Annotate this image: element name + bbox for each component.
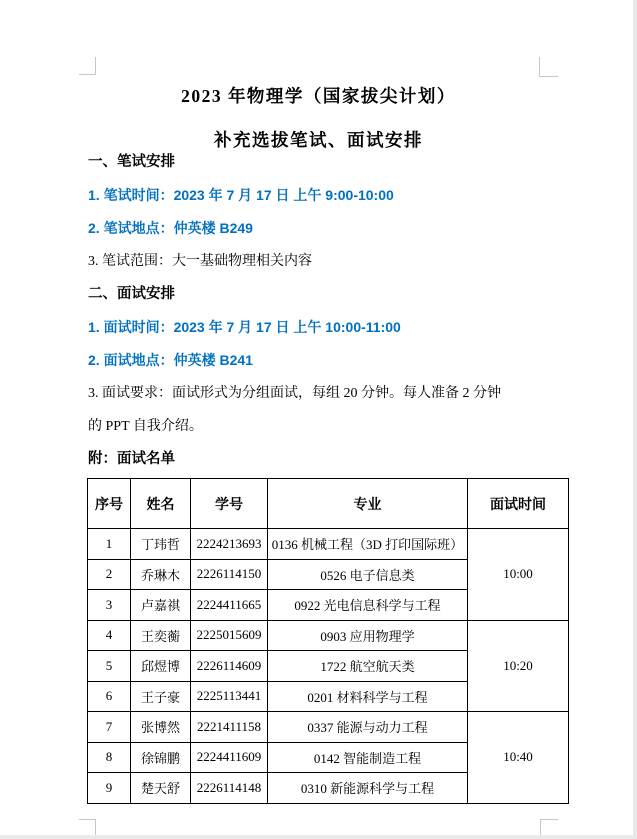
cell-major: 0922 光电信息科学与工程 bbox=[268, 590, 468, 621]
title-line-1: 2023 年物理学（国家拔尖计划） bbox=[181, 86, 456, 106]
cell-major: 0201 材料科学与工程 bbox=[268, 681, 468, 712]
cell-major: 0136 机械工程（3D 打印国际班） bbox=[268, 529, 468, 560]
cell-name: 丁玮哲 bbox=[131, 529, 191, 560]
document-body bbox=[88, 146, 560, 476]
header-name: 姓名 bbox=[131, 479, 191, 529]
cell-name: 邱煜博 bbox=[131, 651, 191, 682]
header-no: 序号 bbox=[88, 479, 131, 529]
cell-major: 0903 应用物理学 bbox=[268, 620, 468, 651]
cell-name: 王奕蘅 bbox=[131, 620, 191, 651]
cell-no: 8 bbox=[88, 742, 131, 773]
written-exam-time: 1. 笔试时间：2023 年 7 月 17 日 上午 9:00-10:00 bbox=[88, 187, 394, 203]
cell-major: 1722 航空航天类 bbox=[268, 651, 468, 682]
cell-student-id: 2221411158 bbox=[191, 712, 268, 743]
written-exam-location: 2. 笔试地点：仲英楼 B249 bbox=[88, 220, 253, 236]
title-line-2: 补充选拔笔试、面试安排 bbox=[214, 130, 423, 150]
cell-student-id: 2224411609 bbox=[191, 742, 268, 773]
table-header-row bbox=[88, 479, 569, 529]
interview-location: 2. 面试地点：仲英楼 B241 bbox=[88, 352, 253, 368]
interview-requirement-line-1: 3. 面试要求：面试形式为分组面试，每组 20 分钟。每人准备 2 分钟 bbox=[88, 386, 501, 401]
cell-interview-time-group-2: 10:20 bbox=[468, 620, 569, 712]
cell-no: 4 bbox=[88, 620, 131, 651]
cell-name: 乔琳木 bbox=[131, 559, 191, 590]
cell-student-id: 2224213693 bbox=[191, 529, 268, 560]
page-edge-bottom bbox=[0, 835, 637, 839]
cell-student-id: 2226114150 bbox=[191, 559, 268, 590]
cell-major: 0337 能源与动力工程 bbox=[268, 712, 468, 743]
section-heading-written-exam: 一、笔试安排 bbox=[88, 154, 175, 170]
table-row bbox=[88, 712, 569, 743]
cell-no: 9 bbox=[88, 773, 131, 804]
cell-no: 1 bbox=[88, 529, 131, 560]
cell-no: 7 bbox=[88, 712, 131, 743]
cell-student-id: 2226114148 bbox=[191, 773, 268, 804]
cell-student-id: 2225015609 bbox=[191, 620, 268, 651]
roster-table bbox=[87, 478, 569, 804]
cell-major: 0526 电子信息类 bbox=[268, 559, 468, 590]
cell-no: 2 bbox=[88, 559, 131, 590]
interview-time: 1. 面试时间：2023 年 7 月 17 日 上午 10:00-11:00 bbox=[88, 319, 401, 335]
header-major: 专业 bbox=[268, 479, 468, 529]
header-interview-time: 面试时间 bbox=[468, 479, 569, 529]
cell-student-id: 2224411665 bbox=[191, 590, 268, 621]
written-exam-scope: 3. 笔试范围：大一基础物理相关内容 bbox=[88, 254, 312, 269]
cell-name: 王子豪 bbox=[131, 681, 191, 712]
attachment-label: 附：面试名单 bbox=[88, 451, 175, 467]
cell-name: 张博然 bbox=[131, 712, 191, 743]
table-row bbox=[88, 529, 569, 560]
cell-no: 6 bbox=[88, 681, 131, 712]
cell-no: 3 bbox=[88, 590, 131, 621]
cell-name: 徐锦鹏 bbox=[131, 742, 191, 773]
table-row bbox=[88, 620, 569, 651]
cell-no: 5 bbox=[88, 651, 131, 682]
cell-name: 楚天舒 bbox=[131, 773, 191, 804]
interview-requirement-line-2: 的 PPT 自我介绍。 bbox=[88, 419, 203, 434]
cell-interview-time-group-1: 10:00 bbox=[468, 529, 569, 621]
header-student-id: 学号 bbox=[191, 479, 268, 529]
margin-corner-mark-top-left bbox=[79, 57, 96, 75]
cell-student-id: 2225113441 bbox=[191, 681, 268, 712]
cell-major: 0310 新能源科学与工程 bbox=[268, 773, 468, 804]
section-heading-interview: 二、面试安排 bbox=[88, 286, 175, 302]
cell-name: 卢嘉祺 bbox=[131, 590, 191, 621]
cell-interview-time-group-3: 10:40 bbox=[468, 712, 569, 804]
cell-major: 0142 智能制造工程 bbox=[268, 742, 468, 773]
cell-student-id: 2226114609 bbox=[191, 651, 268, 682]
